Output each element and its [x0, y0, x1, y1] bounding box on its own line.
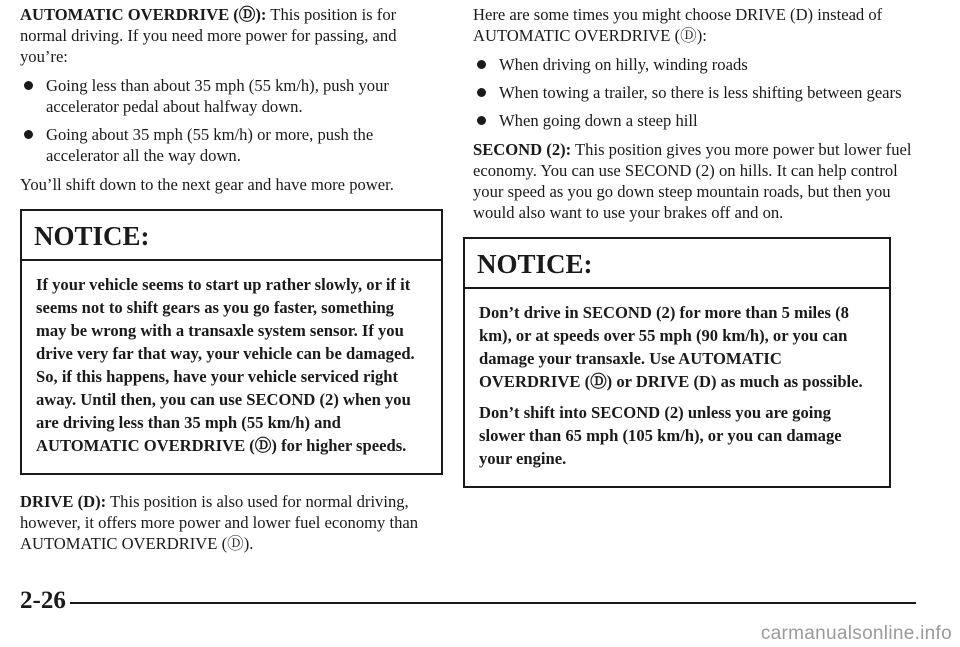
notice-paragraph: Don’t shift into SECOND (2) unless you are going slower than 65 mph (105 km/h), or you can damage your engine.	[479, 403, 842, 468]
bullet-icon	[477, 116, 486, 125]
notice-body	[22, 273, 441, 473]
bullet-icon	[24, 81, 33, 90]
notice-box-sensor	[20, 209, 443, 475]
bullet-icon	[477, 60, 486, 69]
list-item: When driving on hilly, winding roads	[473, 54, 913, 75]
drive-paragraph	[20, 491, 445, 554]
page-number: 2-26	[20, 587, 66, 614]
bullet-icon	[24, 130, 33, 139]
notice-body	[465, 301, 889, 486]
list-item: When going down a steep hill	[473, 110, 913, 131]
intro-text: This position is for normal driving. If you need more power for passing, and you’re:	[20, 5, 397, 66]
second-text: This position gives you more power but lower fuel economy. You can use SECOND (2) on hills. It can help control your speed as you go down steep mountain roads, but then you would also want to use your brakes off and on.	[473, 140, 912, 222]
right-column	[473, 4, 913, 504]
drive-text: This position is also used for normal driving, however, it offers more power and lower fuel economy than AUTOMATIC OVERDRIVE (Ⓓ).	[20, 492, 419, 553]
second-heading: SECOND (2):	[473, 140, 572, 159]
list-item: Going about 35 mph (55 km/h) or more, push the accelerator all the way down.	[20, 124, 445, 166]
notice-heading: NOTICE:	[22, 211, 441, 261]
notice-box-second-gear	[463, 237, 891, 488]
drive-heading: DRIVE (D):	[20, 492, 107, 511]
drive-choice-intro: Here are some times you might choose DRIVE (D) instead of AUTOMATIC OVERDRIVE (Ⓓ):	[473, 5, 883, 45]
watermark: carmanualsonline.info	[760, 623, 952, 644]
automatic-overdrive-heading: AUTOMATIC OVERDRIVE (Ⓓ):	[20, 5, 267, 24]
notice-heading: NOTICE:	[465, 239, 889, 289]
list-item: When towing a trailer, so there is less shifting between gears	[473, 82, 913, 103]
bullet-icon	[477, 88, 486, 97]
drive-choice-list	[473, 54, 913, 131]
shift-note: You’ll shift down to the next gear and have more power.	[20, 175, 394, 194]
left-column	[20, 4, 445, 562]
notice-paragraph: Don’t drive in SECOND (2) for more than 5 miles (8 km), or at speeds over 55 mph (90 km/h), or you can damage your transaxle. Use AUTOMATIC OVERDRIVE (Ⓓ) or DRIVE (D) as much as possible.	[479, 303, 863, 391]
second-paragraph	[473, 139, 913, 223]
footer-rule	[70, 602, 916, 604]
page-footer	[20, 586, 900, 616]
notice-paragraph: If your vehicle seems to start up rather slowly, or if it seems not to shift gears as you go faster, something may be wrong with a transaxle system sensor. If you drive very far that way, your vehicle can be damaged. So, if this happens, have your vehicle serviced right away. Until then, you can use SECOND (2) when you are driving less than 35 mph (55 km/h) and AUTOMATIC OVERDRIVE (Ⓓ) for higher speeds.	[36, 275, 415, 455]
intro-paragraph	[20, 4, 445, 67]
acceleration-list	[20, 75, 445, 166]
list-item: Going less than about 35 mph (55 km/h), push your accelerator pedal about halfway down.	[20, 75, 445, 117]
